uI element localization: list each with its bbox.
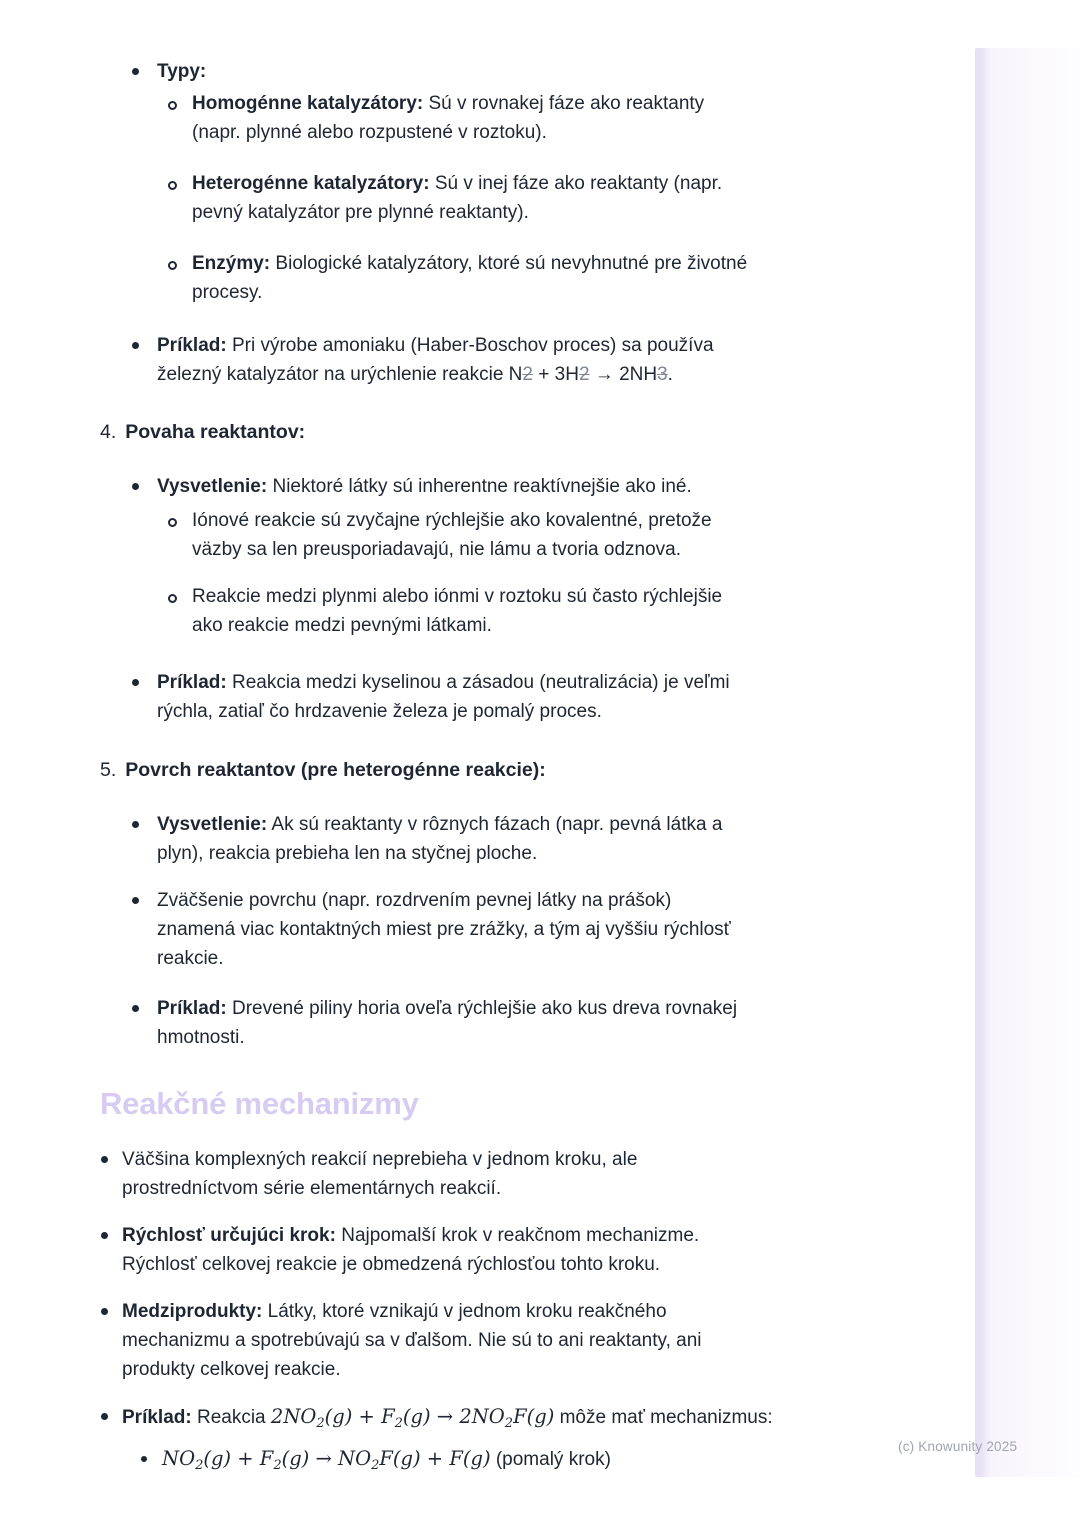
item-number: 5.	[100, 759, 117, 781]
item-text: ako reakcie medzi pevnými látkami.	[192, 615, 492, 636]
formula-text: NO	[162, 1447, 196, 1470]
bullet-icon	[141, 1456, 147, 1462]
item-text: Drevené piliny horia oveľa rýchlejšie ako kus dreva rovnakej	[226, 998, 738, 1019]
subscript-digit: 2	[578, 364, 590, 385]
bullet-icon	[101, 1308, 108, 1315]
item-lead: Typy:	[157, 61, 207, 82]
list-item-priklad-katalyzator	[100, 331, 870, 389]
item-text: väzby sa len preusporiadavajú, nie lámu a tvoria odznova.	[192, 539, 682, 560]
chemical-equation-line	[157, 360, 870, 389]
list-item-priklad-mechanizmus	[100, 1402, 870, 1438]
right-accent-bar	[975, 48, 1080, 1477]
formula-text: F(g) + F(g)	[379, 1447, 491, 1470]
item-text: (pomalý krok)	[490, 1449, 611, 1470]
item-lead: Príklad:	[122, 1407, 192, 1428]
list-item-ionove	[100, 506, 870, 564]
item-text: + 3H	[532, 364, 579, 385]
item-text: Zväčšenie povrchu (napr. rozdrvením pevnej látky na prášok)	[157, 890, 672, 911]
item-text: Najpomalší krok v reakčnom mechanizme.	[335, 1225, 700, 1246]
list-item-priklad-4	[100, 668, 870, 726]
item-text: plyn), reakcia prebieha len na styčnej ploche.	[157, 843, 538, 864]
item-text: reakcie.	[157, 948, 224, 969]
item-lead: Heterogénne katalyzátory:	[192, 173, 430, 194]
bullet-icon	[132, 483, 139, 490]
list-item-typy	[100, 57, 870, 86]
formula-subscript: 2	[504, 1416, 514, 1431]
item-lead: Príklad:	[157, 672, 227, 693]
item-text: prostredníctvom série elementárnych reakcií.	[122, 1178, 502, 1199]
circle-bullet-icon	[168, 594, 177, 603]
item-text: Reakcia	[191, 1407, 271, 1428]
formula-text: (g) + F	[324, 1405, 395, 1428]
item-lead: Vysvetlenie:	[157, 814, 268, 835]
item-number: 4.	[100, 421, 117, 443]
item-text: Sú v inej fáze ako reaktanty (napr.	[429, 173, 723, 194]
item-lead: Príklad:	[157, 998, 227, 1019]
bullet-icon	[101, 1413, 108, 1420]
list-item-medziprodukty	[100, 1297, 870, 1384]
list-item-enzymy	[100, 249, 870, 307]
item-text: Rýchlosť celkovej reakcie je obmedzená rýchlosťou tohto kroku.	[122, 1254, 661, 1275]
subscript-digit: 2	[522, 364, 533, 385]
item-text: .	[667, 364, 673, 385]
formula-subscript: 2	[371, 1458, 380, 1473]
item-lead: Príklad:	[157, 335, 227, 356]
bullet-icon	[132, 1005, 139, 1012]
list-item-reakcie-plyny	[100, 582, 870, 640]
item-lead: Vysvetlenie:	[157, 476, 268, 497]
numbered-item-4	[100, 418, 870, 447]
item-text: Pri výrobe amoniaku (Haber-Boschov proces) sa používa	[226, 335, 714, 356]
formula-text: (g) + F	[203, 1447, 274, 1470]
item-text: pevný katalyzátor pre plynné reaktanty).	[192, 202, 529, 223]
formula-text: (g) → 2NO	[402, 1405, 505, 1428]
circle-bullet-icon	[168, 101, 177, 110]
bullet-icon	[101, 1156, 108, 1163]
item-text: hmotnosti.	[157, 1027, 245, 1048]
item-text: môže mať mechanizmus:	[554, 1407, 773, 1428]
formula-text: 2NO	[270, 1405, 317, 1428]
chemical-formula	[162, 1447, 491, 1473]
item-lead: Enzýmy:	[192, 253, 271, 274]
list-item-heterogenne	[100, 169, 870, 227]
bullet-icon	[101, 1232, 108, 1239]
list-item-vacsina	[100, 1145, 870, 1203]
watermark: (c) Knowunity 2025	[898, 1439, 1018, 1454]
list-item-homogenne	[100, 89, 870, 147]
item-text: Sú v rovnakej fáze ako reaktanty	[423, 93, 705, 114]
item-text: Iónové reakcie sú zvyčajne rýchlejšie ako kovalentné, pretože	[192, 510, 712, 531]
item-lead: Homogénne katalyzátory:	[192, 93, 424, 114]
bullet-icon	[132, 821, 139, 828]
numbered-item-5	[100, 756, 870, 785]
circle-bullet-icon	[168, 181, 177, 190]
list-item-mechanism-step-1	[100, 1444, 870, 1481]
formula-subscript: 2	[195, 1458, 204, 1473]
item-text: znamená viac kontaktných miest pre zrážky, a tým aj vyššiu rýchlosť	[157, 919, 731, 940]
item-text: procesy.	[192, 282, 263, 303]
list-item-vysvetlenie-4	[100, 472, 870, 501]
formula-text: (g) → NO	[281, 1447, 372, 1470]
item-text: Biologické katalyzátory, ktoré sú nevyhnutné pre životné	[270, 253, 748, 274]
item-lead: Rýchlosť určujúci krok:	[122, 1225, 336, 1246]
item-title: Povaha reaktantov:	[125, 421, 306, 443]
formula-subscript: 2	[316, 1416, 325, 1431]
bullet-icon	[132, 68, 139, 75]
notes-content	[100, 50, 870, 1481]
circle-bullet-icon	[168, 261, 177, 270]
item-lead: Medziprodukty:	[122, 1301, 263, 1322]
item-text: rýchla, zatiaľ čo hrdzavenie železa je pomalý proces.	[157, 701, 602, 722]
list-item-rychlost-krok	[100, 1221, 870, 1279]
item-text: (napr. plynné alebo rozpustené v roztoku).	[192, 122, 547, 143]
item-text: Látky, ktoré vznikajú v jednom kroku reakčného	[262, 1301, 667, 1322]
subscript-digit: 3	[657, 364, 668, 385]
list-item-zvacsenie	[100, 886, 870, 973]
bullet-icon	[132, 342, 139, 349]
item-text: železný katalyzátor na urýchlenie reakcie N	[157, 364, 523, 385]
item-text: Niektoré látky sú inherentne reaktívnejšie ako iné.	[267, 476, 692, 497]
item-title: Povrch reaktantov (pre heterogénne reakcie):	[125, 759, 546, 781]
list-item-vysvetlenie-5	[100, 810, 870, 868]
circle-bullet-icon	[168, 518, 177, 527]
item-text: produkty celkovej reakcie.	[122, 1359, 341, 1380]
bullet-icon	[132, 679, 139, 686]
formula-text: F(g)	[513, 1405, 555, 1428]
bullet-icon	[132, 897, 139, 904]
chemical-formula	[270, 1405, 555, 1431]
item-text: Ak sú reaktanty v rôznych fázach (napr. pevná látka a	[267, 814, 723, 835]
section-heading-reakcne-mechanizmy: Reakčné mechanizmy	[100, 1086, 419, 1121]
item-text: → 2NH	[589, 364, 658, 385]
formula-subscript: 2	[394, 1416, 403, 1431]
item-text: mechanizmu a spotrebúvajú sa v ďalšom. Nie sú to ani reaktanty, ani	[122, 1330, 702, 1351]
formula-subscript: 2	[273, 1458, 282, 1473]
item-text: Reakcie medzi plynmi alebo iónmi v roztoku sú často rýchlejšie	[192, 586, 723, 607]
item-text: Reakcia medzi kyselinou a zásadou (neutralizácia) je veľmi	[226, 672, 730, 693]
list-item-priklad-5	[100, 994, 870, 1052]
item-text: Väčšina komplexných reakcií neprebieha v jednom kroku, ale	[122, 1149, 638, 1170]
